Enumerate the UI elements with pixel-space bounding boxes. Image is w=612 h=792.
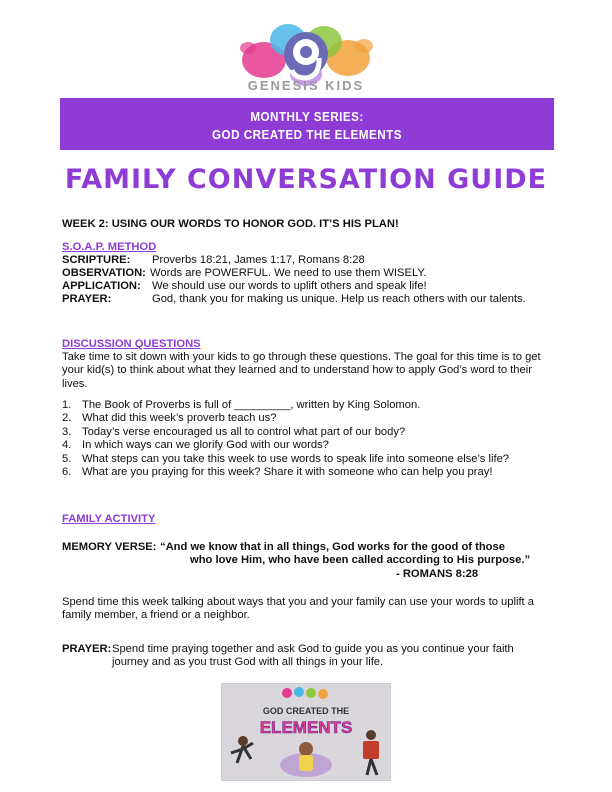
list-item (62, 439, 562, 452)
application-value: We should use our words to uplift others and speak life! (152, 280, 427, 292)
question-text: What steps can you take this week to use words to speak life into someone else’s life? (82, 452, 510, 465)
list-item (62, 412, 562, 425)
series-poster-image (221, 683, 391, 781)
prayer-label: PRAYER: (62, 293, 112, 305)
observation-value: Words are POWERFUL. We need to use them WISELY. (150, 267, 427, 279)
memory-verse-line-1: “And we know that in all things, God works for the good of those (160, 541, 505, 553)
question-text: In which ways can we glorify God with our words? (82, 439, 329, 452)
question-number: 4. (62, 439, 72, 452)
activity-description: Spend time this week talking about ways that you and your family can use your words to uplift a family member, a friend or a neighbor. (62, 596, 534, 622)
scripture-label: SCRIPTURE: (62, 254, 131, 266)
observation-label: OBSERVATION: (62, 267, 146, 279)
question-text: What did this week’s proverb teach us? (82, 412, 277, 425)
list-item (62, 453, 562, 466)
activity-prayer-line-1: Spend time praying together and ask God to guide you as you continue your faith (112, 643, 514, 655)
banner-line-2: GOD CREATED THE ELEMENTS (211, 127, 402, 142)
page-title: FAMILY CONVERSATION GUIDE (64, 164, 548, 195)
question-number: 2. (62, 412, 72, 425)
series-banner (60, 98, 554, 150)
list-item (62, 399, 562, 412)
poster-line-2: ELEMENTS (259, 718, 353, 737)
memory-verse-reference: - ROMANS 8:28 (396, 568, 479, 580)
banner-line-1: MONTHLY SERIES: (250, 109, 364, 124)
question-text: What are you praying for this week? Share it with someone who can help you pray! (82, 465, 493, 478)
question-number: 5. (62, 452, 72, 465)
memory-verse-line-2: who love Him, who have been called according to His purpose.” (190, 554, 531, 566)
question-list (62, 399, 562, 479)
discussion-heading: DISCUSSION QUESTIONS (62, 338, 201, 350)
question-number: 3. (62, 425, 72, 438)
list-item (62, 466, 562, 479)
activity-prayer-line-2: journey and as you trust God with all things in your life. (112, 656, 384, 668)
scripture-value: Proverbs 18:21, James 1:17, Romans 8:28 (152, 254, 365, 266)
question-number: 1. (62, 399, 72, 411)
question-text: Today’s verse encouraged us all to control what part of our body? (82, 425, 406, 438)
soap-heading: S.O.A.P. METHOD (62, 241, 157, 253)
activity-prayer-label: PRAYER: (62, 643, 112, 655)
logo-wordmark: GENESIS KIDS (247, 78, 365, 93)
prayer-value: God, thank you for making us unique. Help us reach others with our talents. (152, 293, 526, 305)
discussion-intro: Take time to sit down with your kids to go through these questions. The goal for this time is to get your kid(s) to think about what they learned and to understand how to apply God’s word to their lives. (62, 351, 541, 390)
memory-verse-label: MEMORY VERSE: (62, 541, 157, 553)
family-activity-heading: FAMILY ACTIVITY (62, 513, 156, 525)
question-number: 6. (62, 465, 72, 478)
week-heading: WEEK 2: USING OUR WORDS TO HONOR GOD. IT’S HIS PLAN! (62, 218, 399, 230)
question-text: The Book of Proverbs is full of _________, written by King Solomon. (82, 399, 421, 411)
poster-line-1: GOD CREATED THE (262, 706, 350, 716)
application-label: APPLICATION: (62, 280, 141, 292)
list-item (62, 426, 562, 439)
